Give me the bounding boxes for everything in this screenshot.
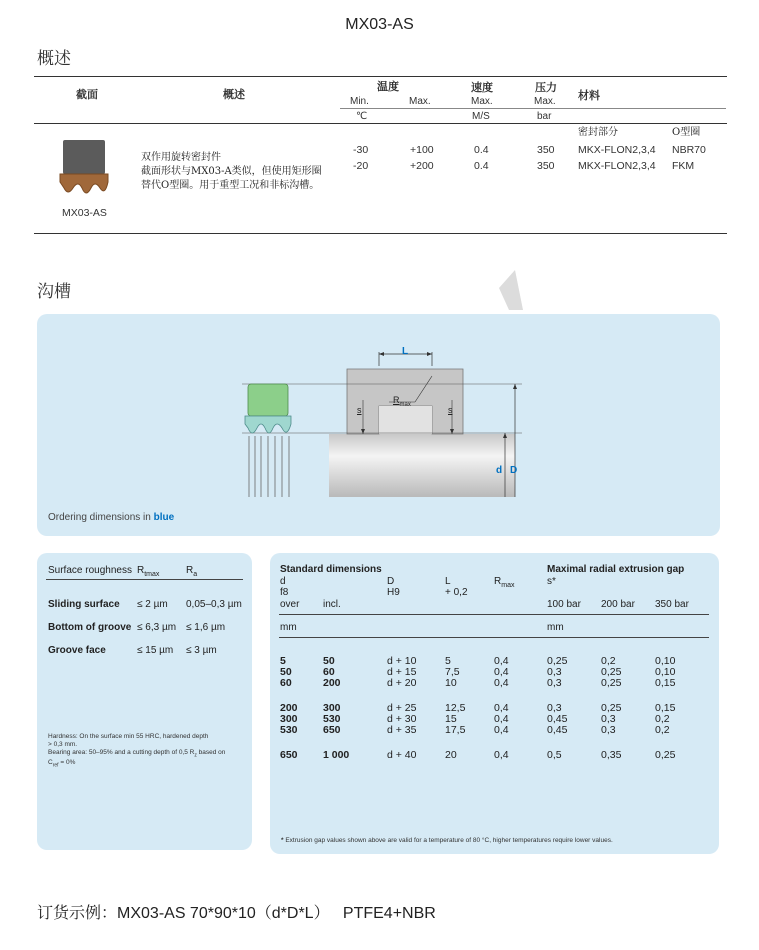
dimensions-footnote: * Extrusion gap values shown above are valid for a temperature of 80 °C, higher temperatures require lower values. [281, 837, 613, 844]
dimensions-title: Standard dimensions [280, 564, 382, 575]
header-temp: 温度 [377, 80, 399, 93]
units-top-rule [340, 108, 726, 109]
table-row: 0,4 [494, 749, 509, 761]
col-over: over [280, 599, 300, 610]
label-d: d [496, 465, 503, 476]
col-f8: f8 [280, 587, 289, 598]
dims-unit-rule [279, 637, 709, 638]
description-block [141, 151, 322, 193]
row2-part: MKX-FLON2,3,4 [578, 160, 656, 172]
row1-oring: NBR70 [672, 144, 706, 156]
table-row: 50 60 200 [323, 655, 341, 689]
label-rmax: $R_{max}$ [393, 395, 411, 408]
table-row: 300 530 650 [323, 702, 341, 736]
unit-speed: M/S [472, 111, 490, 122]
seal-cross-section-image [58, 138, 114, 200]
table-row: 0,35 [601, 749, 622, 761]
row1-speed: 0.4 [474, 144, 489, 156]
surface-header-rule [46, 579, 243, 580]
col-d: d [280, 576, 286, 587]
col-200bar: 200 bar [601, 599, 635, 610]
unit-pressure: bar [537, 111, 552, 122]
header-max: Max. [409, 96, 431, 107]
header-section: 截面 [76, 88, 98, 101]
table-row: 0,25 [655, 749, 676, 761]
surface-header-ra: $R_a$ [186, 565, 198, 578]
row1-min: -30 [353, 144, 369, 156]
col-350bar: 350 bar [655, 599, 689, 610]
header-description: 概述 [223, 88, 245, 101]
row2-min: -20 [353, 160, 369, 172]
surface-row-label: Groove face [48, 645, 106, 656]
col-incl: incl. [323, 599, 341, 610]
groove-drawing [37, 314, 720, 536]
table-row: 0,4 0,4 0,4 [494, 655, 509, 689]
material-part-header: 密封部分 [578, 127, 618, 138]
unit-mm: mm [547, 622, 564, 633]
label-D: D [510, 465, 518, 476]
dims-header-rule [279, 614, 709, 615]
row2-pressure: 350 [537, 160, 555, 172]
label-s-left: s [357, 405, 362, 415]
table-row: 200 300 530 [280, 702, 298, 736]
table-row: d + 25 d + 30 d + 35 [387, 702, 417, 736]
surface-row-rt: ≤ 2 µm [137, 599, 168, 610]
gap-title: Maximal radial extrusion gap [547, 564, 685, 575]
overview-heading: 概述 [37, 49, 71, 69]
col-Rmax: $R_{max}$ [494, 576, 515, 589]
col-D: D [387, 576, 395, 587]
header-pressure: 压力 [535, 81, 557, 94]
description-line: 截面形状与MX03-A类似，但使用矩形圈 [141, 166, 322, 177]
table-row: 5 7,5 10 [445, 655, 460, 689]
unit-mm: mm [280, 622, 297, 633]
surface-row-rt: ≤ 6,3 µm [137, 622, 177, 633]
table-row: 0,4 0,4 0,4 [494, 702, 509, 736]
table-row: d + 10 d + 15 d + 20 [387, 655, 417, 689]
table-row: d + 40 [387, 749, 417, 761]
row1-pressure: 350 [537, 144, 555, 156]
surface-row-ra: ≤ 1,6 µm [186, 622, 226, 633]
description-line: 双作用旋转密封件 [141, 152, 221, 163]
order-example: 订货示例：MX03-AS 70*90*10（d*D*L） PTFE4+NBR [37, 903, 436, 922]
row2-speed: 0.4 [474, 160, 489, 172]
table-row: 0,5 [547, 749, 562, 761]
header-material: 材料 [578, 89, 600, 102]
label-L: L [402, 346, 409, 357]
table-top-rule [34, 76, 727, 77]
surface-row-rt: ≤ 15 µm [137, 645, 174, 656]
table-row: 0,10 0,10 0,15 [655, 655, 676, 689]
surface-row-ra: 0,05–0,3 µm [186, 599, 242, 610]
header-min: Min. [350, 96, 369, 107]
groove-heading: 沟槽 [37, 282, 71, 302]
table-row: 0,25 0,3 0,3 [547, 655, 568, 689]
col-L: L [445, 576, 451, 587]
table-row: 1 000 [323, 749, 350, 761]
page-title: MX03-AS [345, 16, 414, 33]
table-row: 20 [445, 749, 457, 761]
table-row: 0,3 0,45 0,45 [547, 702, 568, 736]
header-bottom-rule [34, 123, 727, 124]
row1-max: +100 [410, 144, 434, 156]
table-row: 12,5 15 17,5 [445, 702, 466, 736]
col-100bar: 100 bar [547, 599, 581, 610]
table-row: 0,25 0,3 0,3 [601, 702, 622, 736]
row2-oring: FKM [672, 160, 695, 172]
col-H9: H9 [387, 587, 400, 598]
row2-max: +200 [410, 160, 434, 172]
surface-notes: Hardness: On the surface min 55 HRC, hardened depth > 0,3 mm. Bearing area: 50–95% and a cutting depth of 0,5 $R_z$ based on $C_{ref} = 0\%$ [48, 733, 226, 769]
header-speed: 速度 [471, 81, 493, 94]
table-row: 0,15 0,2 0,2 [655, 702, 676, 736]
material-oring-header: O型圈 [672, 127, 701, 138]
row1-part: MKX-FLON2,3,4 [578, 144, 656, 156]
surface-roughness-panel [37, 553, 252, 850]
surface-row-label: Sliding surface [48, 599, 120, 610]
unit-temp: ℃ [356, 111, 368, 122]
header-pressure-max: Max. [534, 96, 556, 107]
table-row: 0,2 0,25 0,25 [601, 655, 622, 689]
surface-row-ra: ≤ 3 µm [186, 645, 217, 656]
ordering-note: Ordering dimensions in blue [48, 512, 175, 523]
description-line: 替代O型圈。用于重型工况和非标沟槽。 [141, 180, 320, 191]
col-s: s* [547, 576, 556, 587]
header-speed-max: Max. [471, 96, 493, 107]
label-s-right: s [448, 405, 453, 415]
surface-header-label: Surface roughness [48, 565, 132, 576]
surface-header-rt: $R_{tmax}$ [137, 565, 160, 578]
seal-caption: MX03-AS [62, 207, 107, 219]
watermark-mark [497, 268, 527, 312]
table-row: 5 50 60 [280, 655, 292, 689]
surface-row-label: Bottom of groove [48, 622, 132, 633]
table-row: 650 [280, 749, 298, 761]
col-Ltol: + 0,2 [445, 587, 468, 598]
table-bottom-rule [34, 233, 727, 234]
